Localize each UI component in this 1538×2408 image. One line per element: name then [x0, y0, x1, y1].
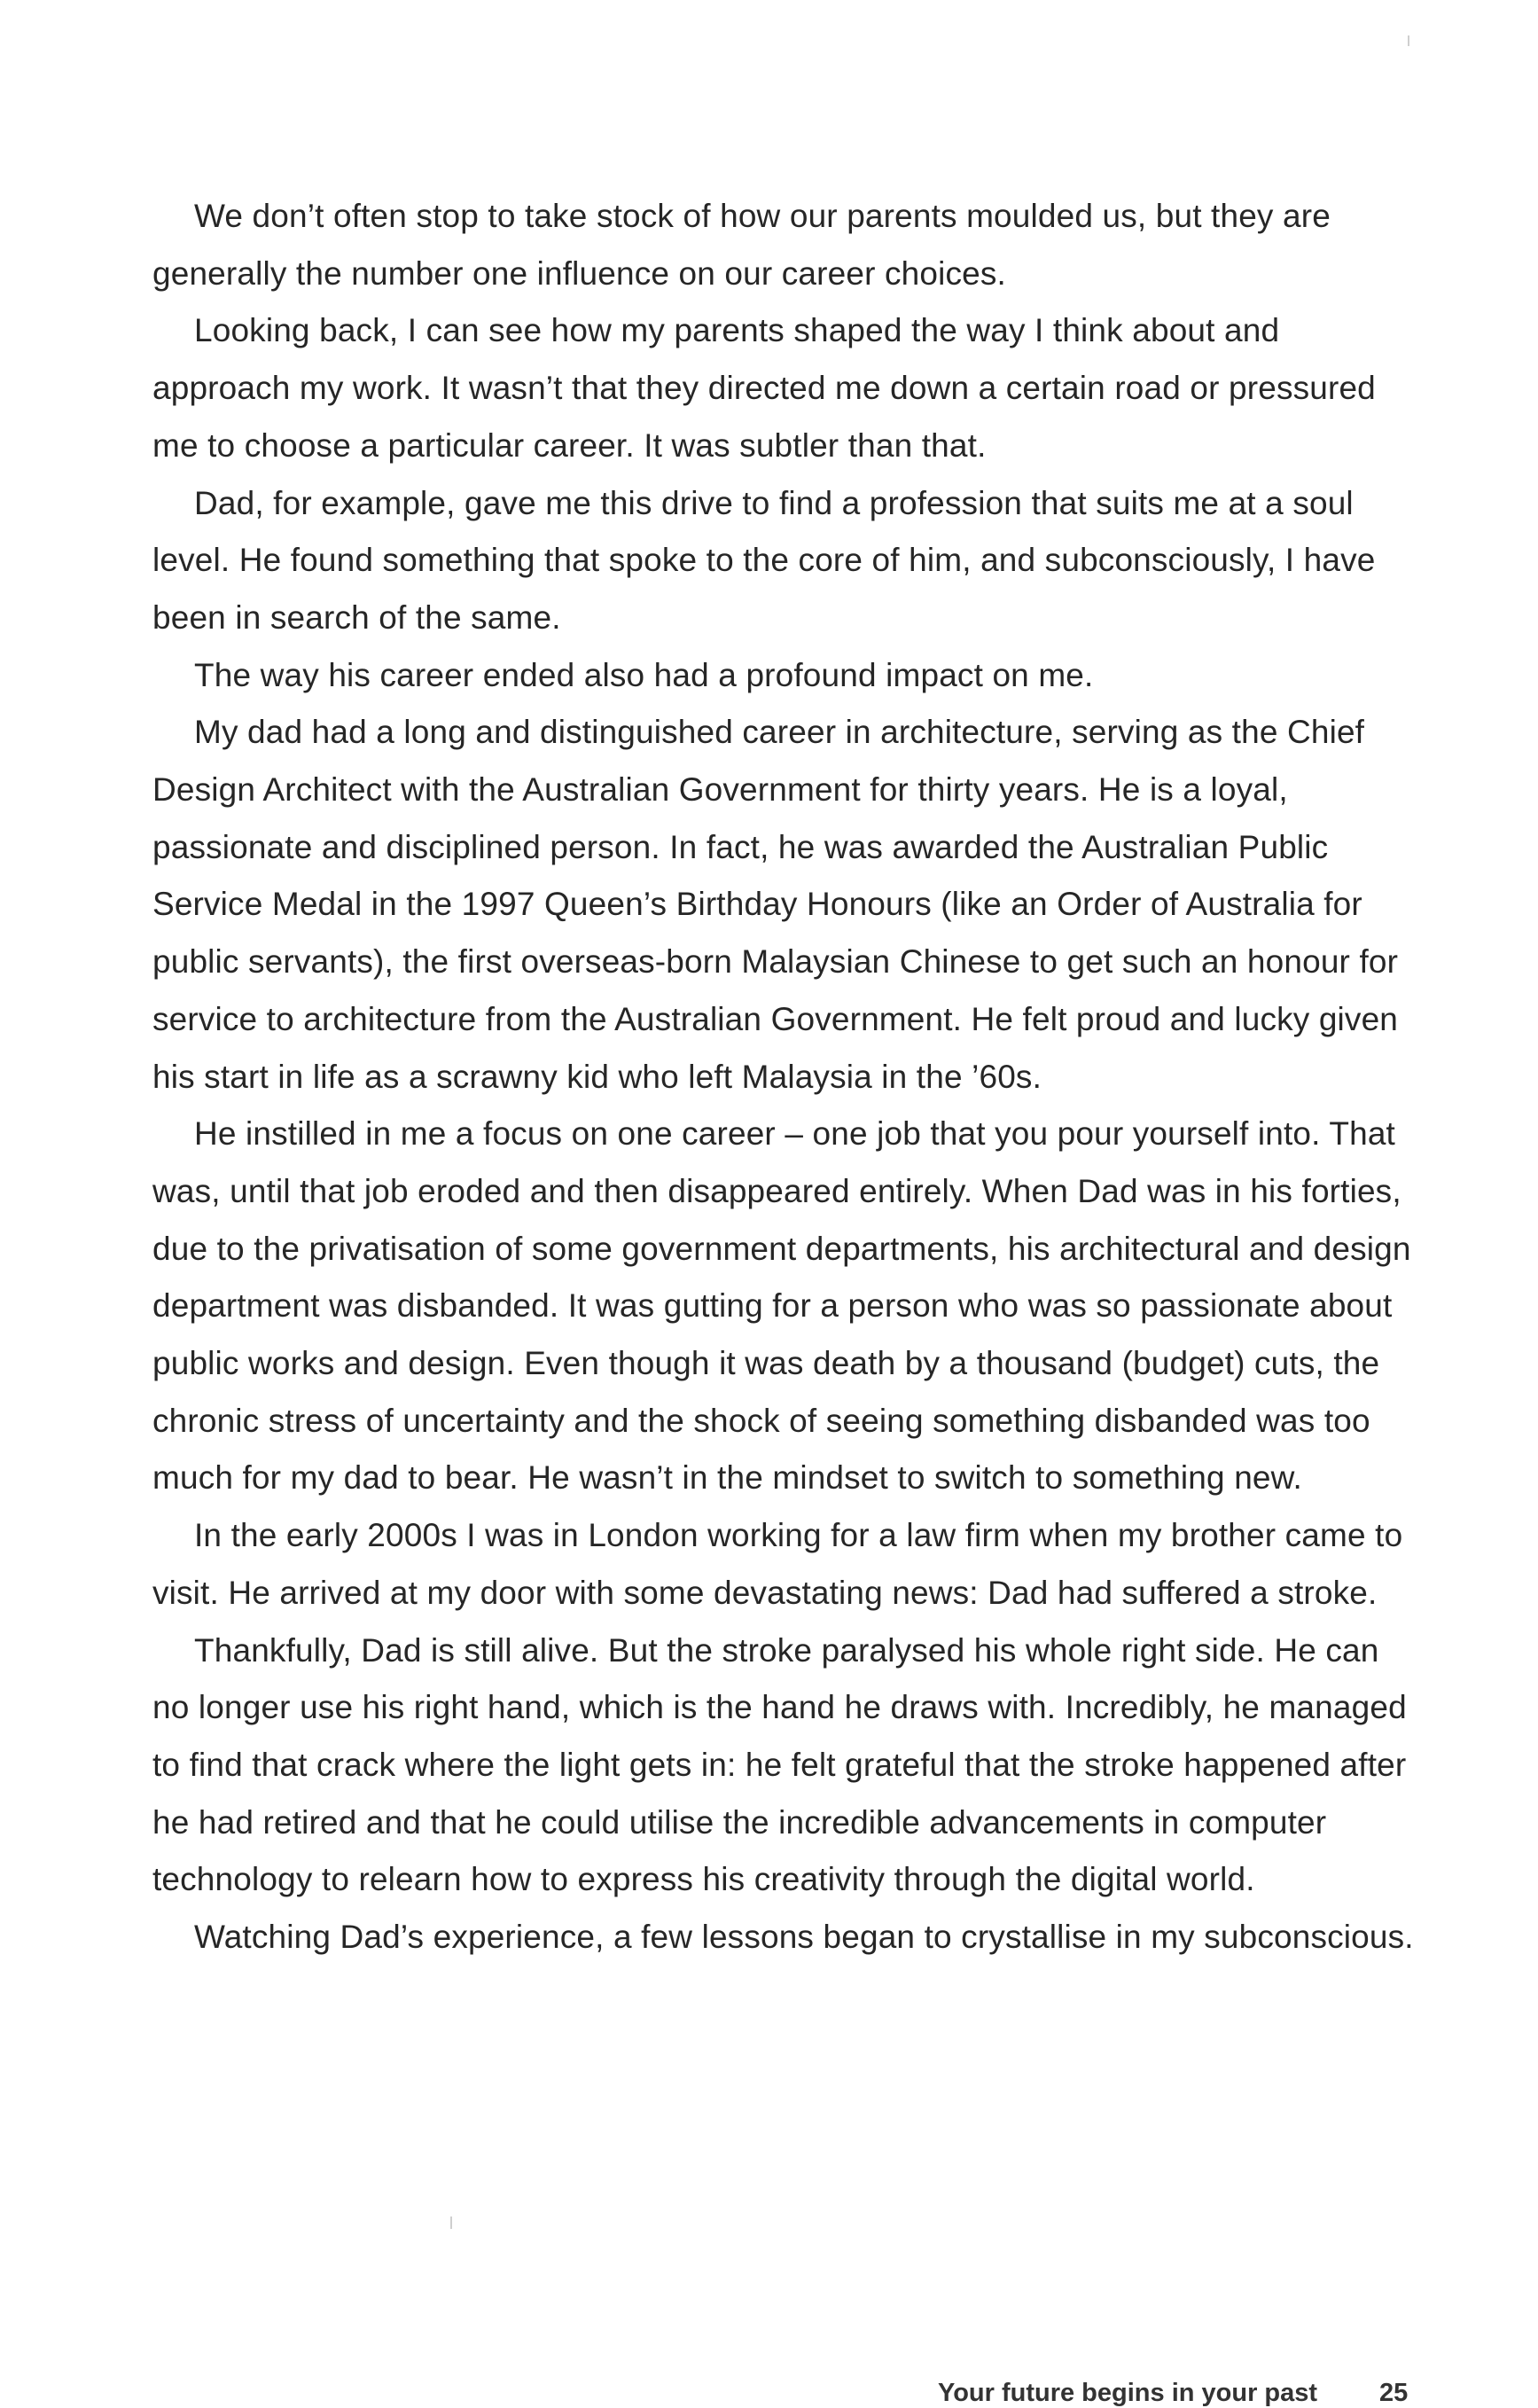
paragraph-8: Thankfully, Dad is still alive. But the stroke paralysed his whole right side. He can no longer use his right hand, which is the hand he draws with. Incredibly, he managed to find that crack where the light gets in: he felt grateful that the stroke happened after he had retired and that he could utilise the incredible advancements in computer technology to relearn how to express his creativity through the digital world.: [152, 1631, 1407, 1898]
paragraph-1: We don’t often stop to take stock of how our parents moulded us, but they are generally the number one influence on our career choices.: [152, 198, 1331, 292]
scan-mark: [450, 2216, 452, 2229]
body-text: [152, 188, 1420, 1966]
paragraph-7: In the early 2000s I was in London working for a law firm when my brother came to visit. He arrived at my door with some devastating news: Dad had suffered a stroke.: [152, 1517, 1403, 1611]
page-number: 25: [1379, 2379, 1409, 2407]
running-footer-title: Your future begins in your past: [938, 2379, 1318, 2407]
scan-mark: [1408, 35, 1409, 46]
paragraph-5: My dad had a long and distinguished career in architecture, serving as the Chief Design Architect with the Australian Government for thirty years. He is a loyal, passionate and disciplined person. In fact, he was awarded the Australian Public Service Medal in the 1997 Queen’s Birthday Honours (like an Order of Australia for public servants), the first overseas-born Malaysian Chinese to get such an honour for service to architecture from the Australian Government. He felt proud and lucky given his start in life as a scrawny kid who left Malaysia in the ’60s.: [152, 714, 1399, 1095]
paragraph-3: Dad, for example, gave me this drive to find a profession that suits me at a soul level. He found something that spoke to the core of him, and subconsciously, I have been in search of the same.: [152, 484, 1376, 636]
paragraph-2: Looking back, I can see how my parents shaped the way I think about and approach my work. It wasn’t that they directed me down a certain road or pressured me to choose a particular career. It was subtler than that.: [152, 312, 1376, 464]
paragraph-6: He instilled in me a focus on one career – one job that you pour yourself into. That was, until that job eroded and then disappeared entirely. When Dad was in his forties, due to the privatisation of some government departments, his architectural and design department was disbanded. It was gutting for a person who was so passionate about public works and design. Even though it was death by a thousand (budget) cuts, the chronic stress of uncertainty and the shock of seeing something disbanded was too much for my dad to bear. He wasn’t in the mindset to switch to something new.: [152, 1115, 1411, 1497]
paragraph-9: Watching Dad’s experience, a few lessons began to crystallise in my subconscious.: [194, 1919, 1414, 1956]
paragraph-4: The way his career ended also had a profound impact on me.: [194, 656, 1094, 693]
